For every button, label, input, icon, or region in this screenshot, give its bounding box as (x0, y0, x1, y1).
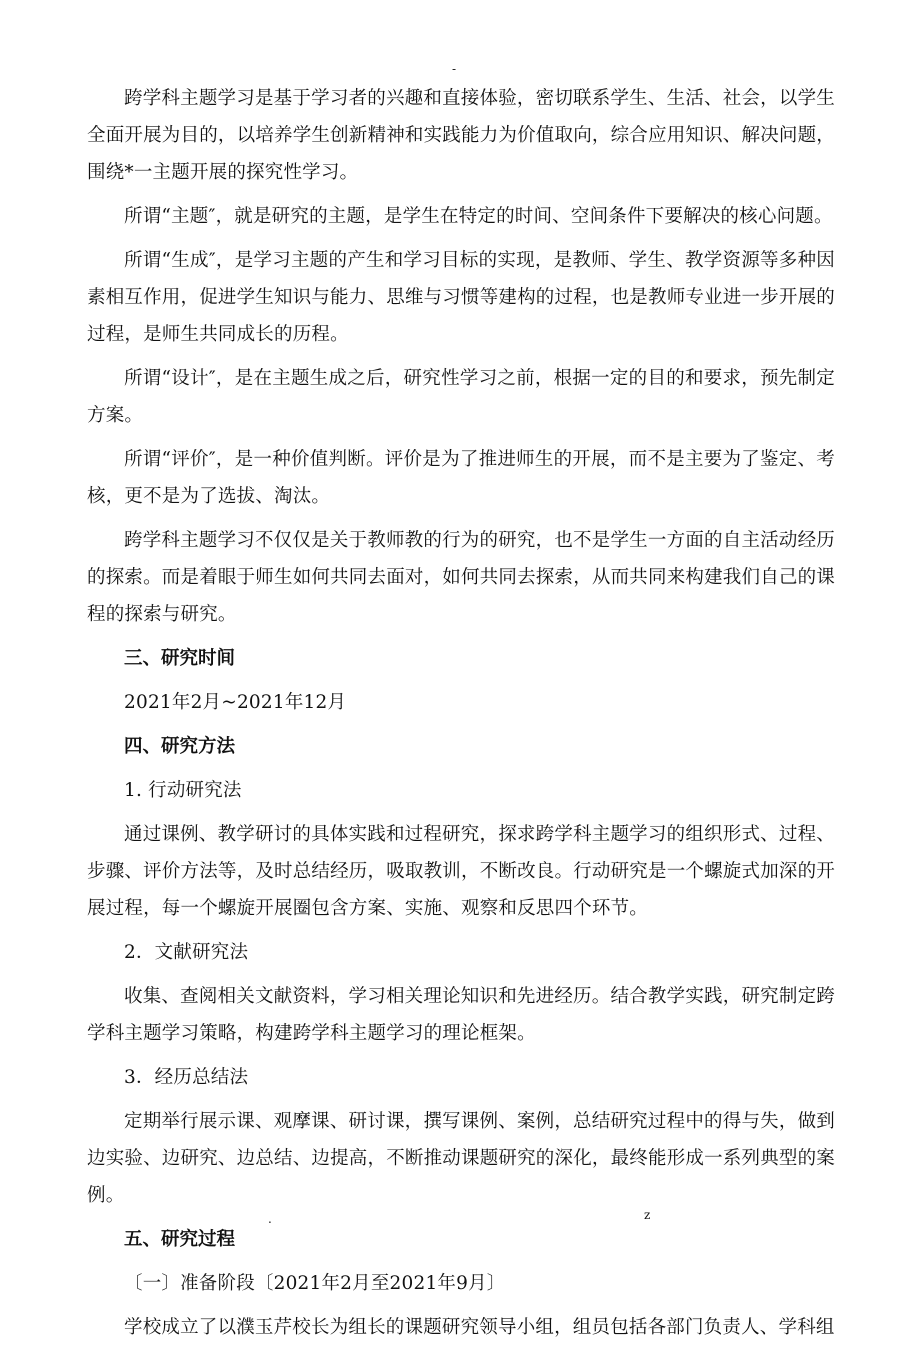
paragraph-summary: 跨学科主题学习不仅仅是关于教师教的行为的研究，也不是学生一方面的自主活动经历的探索。而是着眼于师生如何共同去面对，如何共同去探索，从而共同来构建我们自己的课程的探索与研究。 (87, 530, 836, 625)
method-2-title: 2．文献研究法 (124, 942, 249, 963)
research-time-range: 2021年2月~2021年12月 (124, 692, 347, 713)
stage-1-body: 学校成立了以濮玉芹校长为组长的课题研究领导小组，组员包括各部门负责人、学科组 (124, 1317, 835, 1338)
document-body (87, 80, 835, 1353)
method-3-body: 定期举行展示课、观摩课、研讨课，撰写课例、案例，总结研究过程中的得与失，做到边实验、边研究、边总结、边提高，不断推动课题研究的深化，最终能形成一系列典型的案例。 (87, 1111, 836, 1206)
section-heading-research-time: 三、研究时间 (124, 648, 236, 669)
paragraph-theme-definition: 所谓“主题″，就是研究的主题，是学生在特定的时间、空间条件下要解决的核心问题。 (124, 206, 833, 227)
paragraph-design-definition: 所谓“设计″，是在主题生成之后，研究性学习之前，根据一定的目的和要求，预先制定方案。 (87, 368, 835, 426)
paragraph-evaluation-definition: 所谓“评价″，是一种价值判断。评价是为了推进师生的开展，而不是主要为了鉴定、考核，更不是为了选拔、淘汰。 (87, 449, 835, 507)
header-mark: - (452, 62, 457, 76)
method-1-body: 通过课例、教学研讨的具体实践和过程研究，探求跨学科主题学习的组织形式、过程、步骤、评价方法等，及时总结经历，吸取教训，不断改良。行动研究是一个螺旋式加深的开展过程，每一个螺旋开展圈包含方案、实施、观察和反思四个环节。 (87, 824, 836, 919)
method-2-body: 收集、查阅相关文献资料，学习相关理论知识和先进经历。结合教学实践，研究制定跨学科主题学习策略，构建跨学科主题学习的理论框架。 (87, 986, 835, 1044)
section-heading-research-methods: 四、研究方法 (124, 736, 236, 757)
method-1-title: 1. 行动研究法 (124, 780, 242, 801)
footer-right-mark: z (644, 1208, 651, 1222)
section-heading-research-process: 五、研究过程 (124, 1229, 236, 1250)
paragraph-generation-definition: 所谓“生成″，是学习主题的产生和学习目标的实现，是教师、学生、教学资源等多种因素相互作用，促进学生知识与能力、思维与习惯等建构的过程，也是教师专业进一步开展的过程，是师生共同成长的历程。 (87, 250, 836, 345)
method-3-title: 3．经历总结法 (124, 1067, 249, 1088)
footer-left-mark: . (268, 1212, 272, 1226)
stage-1-title: 〔一〕准备阶段〔2021年2月至2021年9月〕 (124, 1273, 506, 1294)
paragraph-intro: 跨学科主题学习是基于学习者的兴趣和直接体验，密切联系学生、生活、社会，以学生全面开展为目的，以培养学生创新精神和实践能力为价值取向，综合应用知识、解决问题，围绕*一主题开展的探究性学习。 (87, 88, 836, 183)
